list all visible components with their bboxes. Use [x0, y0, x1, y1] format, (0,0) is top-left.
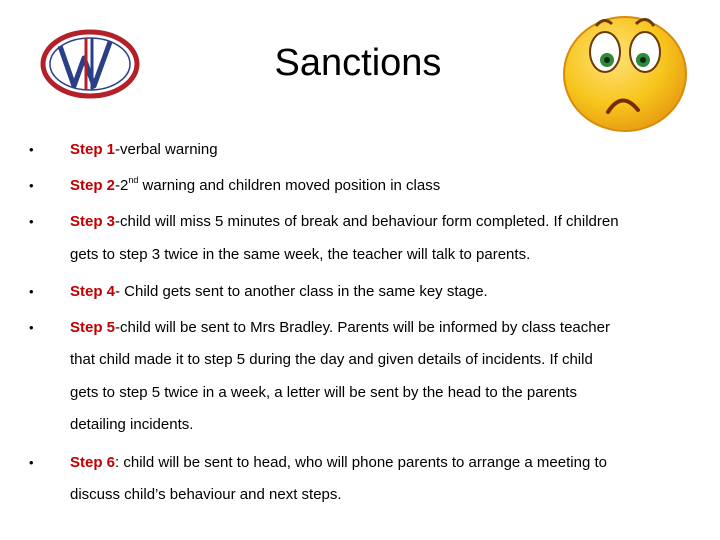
step-label: Step 6 — [70, 454, 116, 471]
bullet-marker: • — [29, 320, 34, 335]
step-text: : child will be sent to head, who will phone parents to arrange a meeting to — [115, 454, 607, 471]
step-line — [70, 454, 690, 472]
worried-face-icon — [560, 8, 690, 134]
step-line — [70, 283, 690, 301]
step-line — [70, 319, 690, 337]
step-line: that child made it to step 5 during the day and given details of incidents. If child — [70, 351, 593, 368]
step-text: warning and children moved position in class — [138, 177, 441, 194]
bullet-marker: • — [29, 284, 34, 299]
step-label: Step 3 — [70, 213, 116, 230]
step-label: Step 4 — [70, 283, 116, 300]
step-line: discuss child’s behaviour and next steps. — [70, 486, 342, 503]
step-text: -2 — [115, 177, 129, 194]
bullet-marker: • — [29, 214, 34, 229]
step-line — [70, 213, 690, 231]
step-text: - Child gets sent to another class in the same key stage. — [115, 283, 488, 300]
bullet-marker: • — [29, 455, 34, 470]
step-line: detailing incidents. — [70, 416, 194, 433]
ordinal-suffix: nd — [128, 175, 139, 185]
bullet-marker: • — [29, 178, 34, 193]
step-label: Step 2 — [70, 177, 116, 194]
step-text: -child will miss 5 minutes of break and behaviour form completed. If children — [115, 213, 619, 230]
step-line: gets to step 3 twice in the same week, the teacher will talk to parents. — [70, 246, 531, 263]
bullet-marker: • — [29, 142, 34, 157]
step-label: Step 5 — [70, 319, 116, 336]
step-line: gets to step 5 twice in a week, a letter will be sent by the head to the parents — [70, 384, 577, 401]
step-text: -verbal warning — [115, 141, 218, 158]
step-text: -child will be sent to Mrs Bradley. Parents will be informed by class teacher — [115, 319, 610, 336]
step-line — [70, 141, 690, 159]
step-label: Step 1 — [70, 141, 116, 158]
step-line — [70, 177, 690, 195]
page-title: Sanctions — [274, 42, 442, 84]
